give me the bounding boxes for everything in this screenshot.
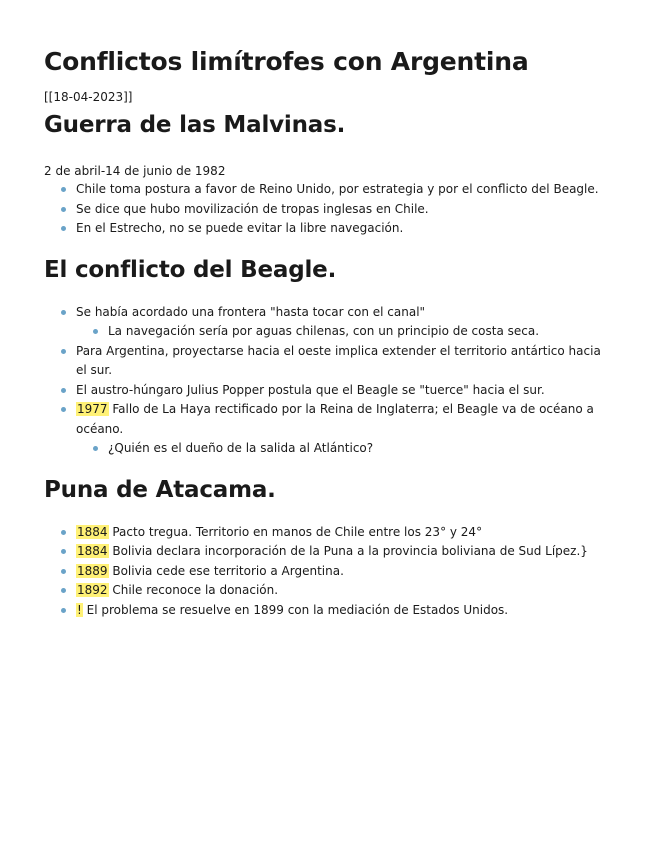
item-text: Bolivia cede ese territorio a Argentina.: [108, 563, 344, 578]
list-item: [44, 400, 611, 439]
list-item: [44, 601, 611, 621]
list-item-nested: [44, 439, 611, 459]
list-item: [44, 303, 611, 323]
malvinas-list: [44, 180, 611, 239]
heading-puna: Puna de Atacama.: [44, 476, 276, 503]
list-item: En el Estrecho, no se puede evitar la libre navegación.: [44, 219, 611, 239]
item-text: Bolivia declara incorporación de la Puna a la provincia boliviana de Sud Lípez.}: [108, 544, 588, 558]
beagle-list: [44, 303, 611, 459]
item-text: Fallo de La Haya rectificado por la Reina de Inglaterra; el Beagle va de océano a océano.: [76, 402, 594, 436]
list-item: [44, 523, 611, 543]
item-text: ¿Quién es el dueño de la salida al Atlántico?: [108, 441, 374, 455]
highlighted-year: 1892: [77, 583, 108, 597]
list-item: [44, 381, 611, 401]
item-text: El austro-húngaro Julius Popper postula que el Beagle se "tuerce" hacia el sur.: [76, 382, 545, 397]
highlighted-year: 1977: [77, 402, 108, 416]
list-item-nested: [44, 322, 611, 342]
date-link[interactable]: [[18-04-2023]]: [44, 90, 133, 104]
item-text: Pacto tregua. Territorio en manos de Chile entre los 23° y 24°: [108, 524, 483, 539]
puna-list: [44, 523, 611, 621]
list-item: [44, 562, 611, 582]
heading-beagle: El conflicto del Beagle.: [44, 256, 337, 283]
item-text: La navegación sería por aguas chilenas, con un principio de costa seca.: [108, 324, 540, 338]
list-item: [44, 342, 611, 381]
list-item: Se dice que hubo movilización de tropas inglesas en Chile.: [44, 200, 611, 220]
heading-malvinas: Guerra de las Malvinas.: [44, 112, 346, 138]
list-item: [44, 542, 611, 562]
item-text: Para Argentina, proyectarse hacia el oeste implica extender el territorio antártico hacia el sur.: [76, 343, 601, 377]
highlighted-year: 1884: [77, 544, 108, 558]
list-item: [44, 581, 611, 601]
item-text: Se había acordado una frontera "hasta tocar con el canal": [76, 304, 426, 319]
highlighted-year: 1884: [77, 524, 108, 539]
highlighted-year: 1889: [77, 563, 108, 578]
page-title: Conflictos limítrofes con Argentina: [44, 47, 529, 76]
item-text: Chile reconoce la donación.: [108, 583, 279, 597]
list-item: Chile toma postura a favor de Reino Unido, por estrategia y por el conflicto del Beagle.: [44, 180, 611, 200]
malvinas-dates: 2 de abril-14 de junio de 1982: [44, 164, 226, 178]
highlighted-mark: !: [77, 602, 82, 617]
item-text: El problema se resuelve en 1899 con la mediación de Estados Unidos.: [82, 602, 509, 617]
